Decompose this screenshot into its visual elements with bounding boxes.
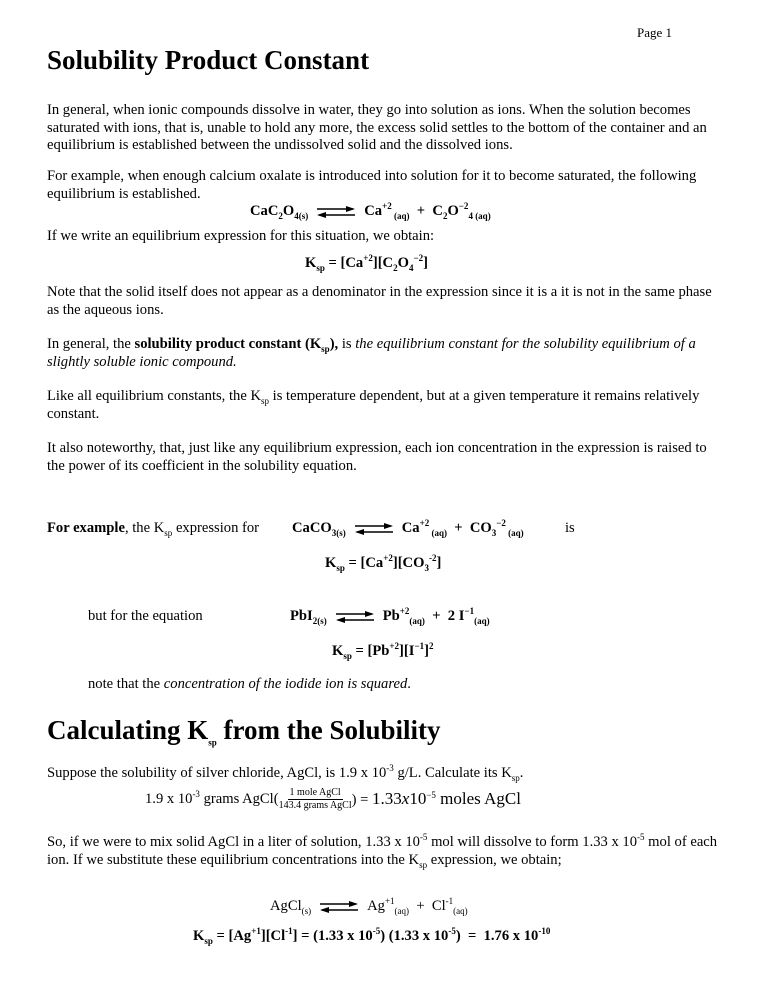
problem-statement <box>47 765 727 783</box>
text-run: K <box>193 928 205 944</box>
equation-lead-iodide <box>290 608 490 626</box>
equilibrium-arrow-icon <box>316 206 356 218</box>
text-run: from the Solubility <box>216 715 441 745</box>
but-lead <box>88 608 203 626</box>
text-run: mol will dissolve to form 1.33 x 10 <box>427 834 638 850</box>
superscript: 2 <box>428 641 434 652</box>
text-run: In general, when ionic compounds dissolve in water, they go into solution as ions. When the solution becomes saturated with ions, that is, unable to hold any more, the excess solid settles to the bottom of the container and an equilibrium is established between the undissolved solid and the dissolved ions. <box>47 102 707 153</box>
text-run: + Cl <box>409 898 446 914</box>
superscript: −1 <box>464 606 475 617</box>
text-run: Ca <box>401 520 420 536</box>
subscript: (aq) <box>429 527 447 538</box>
superscript: -10 <box>538 926 551 937</box>
superscript: −2 <box>413 253 424 264</box>
superscript: -3 <box>192 788 200 799</box>
text-run: ][I <box>399 643 415 659</box>
ksp-expression-oxalate <box>305 255 428 273</box>
text-run: ), <box>329 336 339 352</box>
text-run: It also noteworthy, that, just like any equilibrium expression, each ion concentration in the expression is raised to the power of its coefficient in the solubility equation. <box>47 440 707 474</box>
superscript: +2 <box>383 553 393 564</box>
text-run: = [Ca <box>324 255 364 271</box>
text-run: is <box>338 336 356 352</box>
example-lead <box>47 520 259 538</box>
subscript: 2 <box>442 210 448 221</box>
expression-intro <box>47 228 727 246</box>
subscript: (aq) <box>409 615 425 626</box>
text-run: For example, when enough calcium oxalate is introduced into solution for it to become saturated, the following equilibrium is established. <box>47 168 697 202</box>
conversion-fraction <box>279 787 352 812</box>
text-run: ) = 1.76 x 10 <box>455 928 539 944</box>
text-run: PbI <box>290 608 313 624</box>
text-run: ) (1.33 x 10 <box>380 928 449 944</box>
substitution-paragraph <box>47 834 727 869</box>
superscript: -2 <box>428 553 437 564</box>
text-run: is <box>565 520 575 536</box>
text-run: ] = (1.33 x 10 <box>292 928 373 944</box>
calculation <box>145 787 521 812</box>
subscript: sp <box>208 737 217 748</box>
text-run: ] <box>423 255 428 271</box>
text-run: Ca <box>364 203 383 219</box>
equilibrium-arrow-icon <box>335 611 375 623</box>
subscript: sp <box>419 859 428 870</box>
example-paragraph <box>47 168 727 203</box>
text-run: ) = <box>351 791 373 808</box>
temperature-paragraph <box>47 388 727 423</box>
text-run: = [Ca <box>344 555 384 571</box>
text-run: K <box>305 255 317 271</box>
subscript: 4(s) <box>294 210 309 221</box>
superscript: -3 <box>386 763 394 774</box>
text-run: ][CO <box>392 555 425 571</box>
text-run: For example <box>47 520 125 536</box>
text-run: = [Pb <box>351 643 390 659</box>
text-run: grams AgCl( <box>199 790 279 807</box>
text-run: but for the equation <box>88 608 203 624</box>
text-run: . <box>407 676 411 692</box>
subscript: sp <box>511 772 520 783</box>
superscript: −2 <box>496 518 506 529</box>
text-run: concentration of the iodide ion is squared <box>163 676 408 692</box>
text-run: x <box>401 788 410 808</box>
superscript: -1 <box>285 926 293 937</box>
subscript: (aq) <box>453 905 468 916</box>
text-run: Note that the solid itself does not appear as a denominator in the expression since it is a it is not in the same phase as the aqueous ions. <box>47 284 712 318</box>
ksp-calculation <box>193 928 550 946</box>
page-number: Page 1 <box>636 25 672 40</box>
superscript: -5 <box>448 926 456 937</box>
squared-note <box>88 676 411 694</box>
superscript: -5 <box>419 832 428 843</box>
text-run: CaCO <box>292 520 332 536</box>
text-run: g/L. Calculate its K <box>393 765 512 781</box>
text-run: = [Ag <box>212 928 252 944</box>
superscript: −5 <box>426 789 436 800</box>
subscript: sp <box>321 343 330 354</box>
superscript: -5 <box>637 832 645 843</box>
text-run: ] <box>436 555 442 571</box>
subscript: 4 <box>408 262 414 273</box>
equation-silver-chloride <box>270 898 468 916</box>
text-run: + CO <box>446 520 492 536</box>
text-run: So, if we were to mix solid AgCl in a liter of solution, 1.33 x 10 <box>47 834 420 850</box>
subscript: 2(s) <box>312 615 327 626</box>
text-run: expression, we obtain; <box>427 851 562 868</box>
text-run: Pb <box>382 608 400 624</box>
subscript: 3 <box>491 527 497 538</box>
fraction-denominator: 143.4 grams AgCl <box>278 800 352 811</box>
superscript: −2 <box>458 201 469 212</box>
subscript: 3 <box>424 562 429 573</box>
text-run: moles AgCl <box>435 788 521 808</box>
subscript: (aq) <box>505 527 524 538</box>
text-run: CaC <box>250 203 279 219</box>
text-run: solubility product constant (K <box>134 336 322 352</box>
subscript: (aq) <box>391 210 410 221</box>
fraction-numerator: 1 mole AgCl <box>289 787 341 798</box>
subscript: 3(s) <box>331 527 346 538</box>
subscript: sp <box>343 650 352 661</box>
superscript: -1 <box>445 896 454 907</box>
note-paragraph <box>47 284 727 319</box>
text-run: mol of each ion. If we substitute these equilibrium concentrations into the K <box>47 834 718 868</box>
superscript: +1 <box>251 926 261 937</box>
section-heading <box>47 714 441 746</box>
text-run: O <box>447 203 459 219</box>
text-run: ][C <box>372 255 394 271</box>
text-run: + C <box>409 203 443 219</box>
text-run: In general, the <box>47 336 135 352</box>
equilibrium-arrow-icon <box>319 901 359 913</box>
subscript: sp <box>316 262 325 273</box>
page-title: Solubility Product Constant <box>47 45 370 75</box>
superscript: +2 <box>419 518 430 529</box>
text-run: O <box>282 203 295 219</box>
text-run: note that the <box>88 676 164 692</box>
text-run: 10 <box>409 788 427 808</box>
equation-calcium-carbonate <box>292 520 524 538</box>
text-run: ][Cl <box>260 928 286 944</box>
calc-rhs <box>352 790 521 810</box>
superscript: +2 <box>399 606 410 617</box>
subscript: sp <box>204 935 213 946</box>
text-run: K <box>332 643 344 659</box>
text-run: + 2 I <box>424 608 465 624</box>
coefficient-paragraph <box>47 440 727 475</box>
text-run: expression for <box>172 520 260 536</box>
text-run: If we write an equilibrium expression for this situation, we obtain: <box>47 228 435 244</box>
subscript: (s) <box>301 905 312 916</box>
superscript: +2 <box>389 641 400 652</box>
calc-lhs <box>145 788 279 809</box>
subscript: sp <box>336 562 345 573</box>
subscript: 4 <box>468 210 473 221</box>
equilibrium-arrow-icon <box>354 523 394 535</box>
text-run: Calculating K <box>47 715 209 745</box>
text-run: K <box>325 555 337 571</box>
ksp-expression-iodide <box>332 643 433 661</box>
is-label <box>565 520 575 538</box>
text-run: Like all equilibrium constants, the K <box>47 388 261 404</box>
subscript: sp <box>164 527 173 538</box>
text-run: Suppose the solubility of silver chloride, AgCl, is 1.9 x 10 <box>47 765 387 781</box>
text-run: Ag <box>367 898 385 914</box>
superscript: +2 <box>363 253 373 264</box>
subscript: 2 <box>278 210 283 221</box>
text-run: 1.9 x 10 <box>145 790 193 807</box>
subscript: 2 <box>393 262 398 273</box>
equation-calcium-oxalate <box>250 203 491 221</box>
subscript: (aq) <box>474 615 490 626</box>
subscript: (aq) <box>472 210 491 221</box>
text-run: . <box>519 765 524 781</box>
ksp-expression-carbonate <box>325 555 441 573</box>
definition-paragraph <box>47 336 727 371</box>
text-run: 1.33 <box>372 788 402 808</box>
subscript: sp <box>261 395 270 406</box>
text-run: O <box>397 255 409 271</box>
text-run: , the K <box>124 520 165 536</box>
text-run: ] <box>424 643 429 659</box>
superscript: -5 <box>372 926 381 937</box>
text-run: is temperature dependent, but at a given temperature it remains relatively constant. <box>47 388 700 422</box>
superscript: +1 <box>384 896 395 907</box>
text-run: AgCl <box>270 898 302 914</box>
superscript: −1 <box>414 641 425 652</box>
superscript: +2 <box>382 201 392 212</box>
text-run: the equilibrium constant for the solubility equilibrium of a slightly soluble ionic compound. <box>47 336 696 370</box>
intro-paragraph <box>47 102 727 155</box>
subscript: (aq) <box>394 905 410 916</box>
